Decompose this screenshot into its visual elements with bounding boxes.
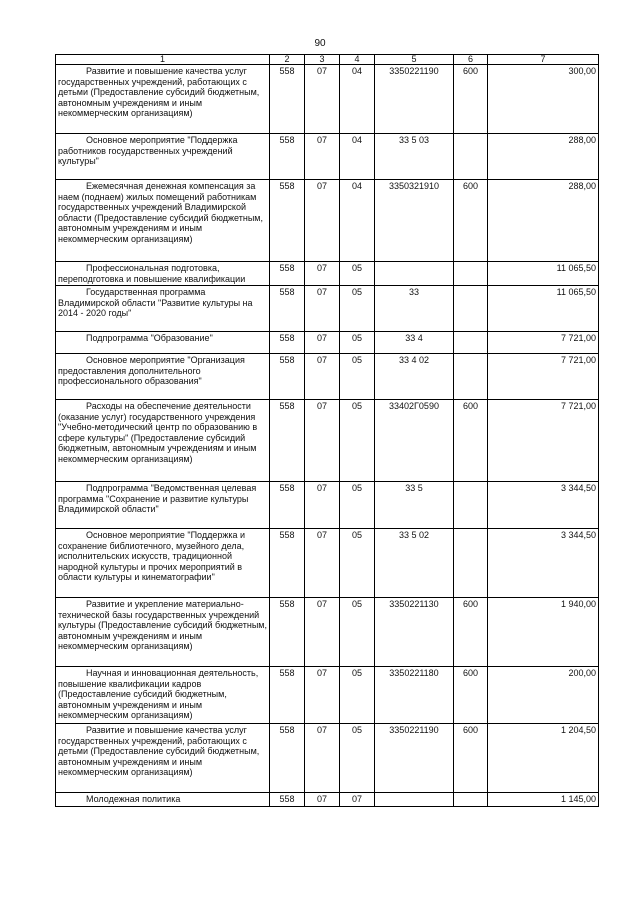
amount: 11 065,50 (488, 286, 599, 332)
table-row (56, 262, 599, 286)
dept-code: 558 (270, 667, 305, 724)
dept-code: 558 (270, 286, 305, 332)
amount: 300,00 (488, 65, 599, 134)
table-row (56, 724, 599, 793)
section-code: 07 (305, 482, 340, 529)
table-row (56, 134, 599, 180)
item-name: Молодежная политика (56, 793, 270, 807)
expense-type-code: 600 (454, 180, 488, 262)
amount: 1 940,00 (488, 598, 599, 667)
column-header: 2 (270, 55, 305, 65)
section-code: 07 (305, 400, 340, 482)
item-name: Расходы на обеспечение деятельности (оказание услуг) государственного учреждения "Учебно-методический центр по образованию в сфере культуры" (Предоставление субсидий бюджетным, автономным учреждениям и иным некоммерческим организациям) (56, 400, 270, 482)
section-code: 07 (305, 65, 340, 134)
dept-code: 558 (270, 529, 305, 598)
subsection-code: 05 (340, 354, 375, 400)
subsection-code: 05 (340, 724, 375, 793)
dept-code: 558 (270, 332, 305, 354)
amount: 288,00 (488, 180, 599, 262)
section-code: 07 (305, 354, 340, 400)
section-code: 07 (305, 332, 340, 354)
amount: 288,00 (488, 134, 599, 180)
expense-type-code: 600 (454, 724, 488, 793)
table-row (56, 667, 599, 724)
amount: 7 721,00 (488, 354, 599, 400)
expense-type-code (454, 354, 488, 400)
expense-type-code (454, 529, 488, 598)
section-code: 07 (305, 134, 340, 180)
target-article-code: 33 5 02 (375, 529, 454, 598)
subsection-code: 04 (340, 134, 375, 180)
subsection-code: 07 (340, 793, 375, 807)
column-header: 1 (56, 55, 270, 65)
dept-code: 558 (270, 65, 305, 134)
section-code: 07 (305, 262, 340, 286)
amount: 1 145,00 (488, 793, 599, 807)
amount: 11 065,50 (488, 262, 599, 286)
amount: 1 204,50 (488, 724, 599, 793)
dept-code: 558 (270, 598, 305, 667)
item-name: Научная и инновационная деятельность, повышение квалификации кадров (Предоставление субсидий бюджетным, автономным учреждениям и иным некоммерческим организациям) (56, 667, 270, 724)
item-name: Развитие и повышение качества услуг государственных учреждений, работающих с детьми (Предоставление субсидий бюджетным, автономным учреждениям и иным некоммерческим организациям) (56, 724, 270, 793)
dept-code: 558 (270, 354, 305, 400)
expense-type-code (454, 134, 488, 180)
subsection-code: 04 (340, 65, 375, 134)
budget-table (55, 54, 599, 807)
column-header: 6 (454, 55, 488, 65)
subsection-code: 05 (340, 598, 375, 667)
expense-type-code: 600 (454, 598, 488, 667)
subsection-code: 05 (340, 667, 375, 724)
dept-code: 558 (270, 724, 305, 793)
item-name: Развитие и укрепление материально-технической базы государственных учреждений культуры (Предоставление субсидий бюджетным, автономным учреждениям и иным некоммерческим организациям) (56, 598, 270, 667)
dept-code: 558 (270, 482, 305, 529)
column-header: 5 (375, 55, 454, 65)
target-article-code: 33 5 03 (375, 134, 454, 180)
table-row (56, 529, 599, 598)
expense-type-code: 600 (454, 400, 488, 482)
expense-type-code (454, 793, 488, 807)
column-number-row (56, 55, 599, 65)
expense-type-code: 600 (454, 65, 488, 134)
dept-code: 558 (270, 134, 305, 180)
target-article-code: 3350221130 (375, 598, 454, 667)
table-row (56, 65, 599, 134)
expense-type-code: 600 (454, 667, 488, 724)
dept-code: 558 (270, 180, 305, 262)
expense-type-code (454, 286, 488, 332)
target-article-code: 33 4 (375, 332, 454, 354)
section-code: 07 (305, 529, 340, 598)
target-article-code: 3350321910 (375, 180, 454, 262)
subsection-code: 05 (340, 529, 375, 598)
target-article-code: 33402Г0590 (375, 400, 454, 482)
subsection-code: 05 (340, 286, 375, 332)
amount: 7 721,00 (488, 400, 599, 482)
subsection-code: 05 (340, 262, 375, 286)
target-article-code: 3350221190 (375, 724, 454, 793)
table-row (56, 598, 599, 667)
target-article-code (375, 262, 454, 286)
section-code: 07 (305, 667, 340, 724)
table-row (56, 793, 599, 807)
dept-code: 558 (270, 793, 305, 807)
expense-type-code (454, 262, 488, 286)
amount: 7 721,00 (488, 332, 599, 354)
section-code: 07 (305, 286, 340, 332)
item-name: Подпрограмма "Ведомственная целевая программа "Сохранение и развитие культуры Владимирской области" (56, 482, 270, 529)
table-row (56, 332, 599, 354)
target-article-code: 3350221190 (375, 65, 454, 134)
table-row (56, 482, 599, 529)
target-article-code: 33 5 (375, 482, 454, 529)
dept-code: 558 (270, 262, 305, 286)
expense-type-code (454, 332, 488, 354)
target-article-code: 33 (375, 286, 454, 332)
item-name: Подпрограмма "Образование" (56, 332, 270, 354)
item-name: Профессиональная подготовка, переподготовка и повышение квалификации (56, 262, 270, 286)
dept-code: 558 (270, 400, 305, 482)
item-name: Развитие и повышение качества услуг государственных учреждений, работающих с детьми (Предоставление субсидий бюджетным, автономным учреждениям и иным некоммерческим организациям) (56, 65, 270, 134)
column-header: 4 (340, 55, 375, 65)
section-code: 07 (305, 793, 340, 807)
amount: 3 344,50 (488, 482, 599, 529)
amount: 3 344,50 (488, 529, 599, 598)
column-header: 3 (305, 55, 340, 65)
item-name: Основное мероприятие "Организация предоставления дополнительного профессионального образования" (56, 354, 270, 400)
target-article-code (375, 793, 454, 807)
subsection-code: 05 (340, 482, 375, 529)
subsection-code: 05 (340, 332, 375, 354)
table-row (56, 354, 599, 400)
section-code: 07 (305, 724, 340, 793)
target-article-code: 33 4 02 (375, 354, 454, 400)
item-name: Государственная программа Владимирской области "Развитие культуры на 2014 - 2020 годы" (56, 286, 270, 332)
item-name: Основное мероприятие "Поддержка и сохранение библиотечного, музейного дела, исполнительских искусств, традиционной народной культуры и прочих мероприятий в области культуры и кинематографии" (56, 529, 270, 598)
table-row (56, 400, 599, 482)
subsection-code: 05 (340, 400, 375, 482)
amount: 200,00 (488, 667, 599, 724)
table-row (56, 180, 599, 262)
table-row (56, 286, 599, 332)
expense-type-code (454, 482, 488, 529)
section-code: 07 (305, 180, 340, 262)
page-number: 90 (314, 38, 326, 49)
target-article-code: 3350221180 (375, 667, 454, 724)
item-name: Основное мероприятие "Поддержка работников государственных учреждений культуры" (56, 134, 270, 180)
subsection-code: 04 (340, 180, 375, 262)
item-name: Ежемесячная денежная компенсация за наем (поднаем) жилых помещений работникам государственных учреждений Владимирской области (Предоставление субсидий бюджетным, автономным учреждениям и иным некоммерческим организациям) (56, 180, 270, 262)
column-header: 7 (488, 55, 599, 65)
section-code: 07 (305, 598, 340, 667)
